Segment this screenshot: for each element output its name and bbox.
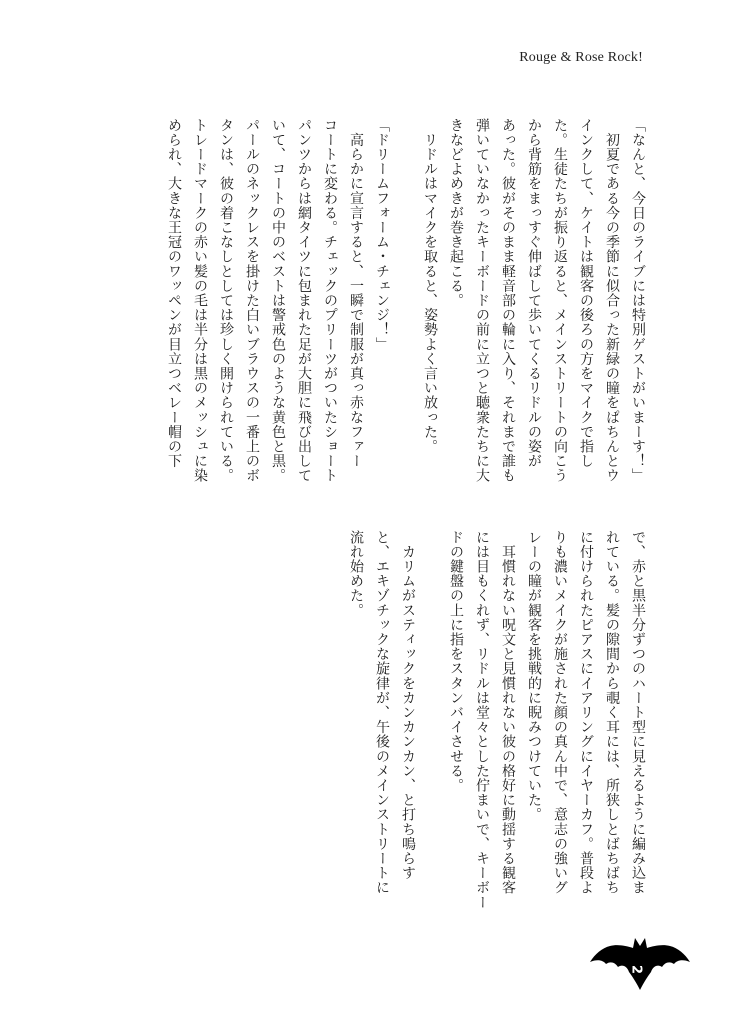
- running-header: Rouge & Rose Rock!: [519, 50, 643, 65]
- paragraph: 「ドリームフォーム・チェンジ！」: [374, 118, 390, 352]
- paragraph: 高らかに宣言すると、一瞬で制服が真っ赤なファー コートに変わる。チェックのプリーツがついたショート パンツからは網タイツに包まれた足が大胆に飛び出して いて、コートの中のベストは警戒色のような黄色と黒。 パールのネックレスを掛けた白いブラウスの一番上のボ タンは、彼の着こなしとしては珍しく開けられている。 トレードマークの赤い髪の毛は半分は黒のメッシュに染 められ、大きな王冠のワッペンが目立つベレー帽の下: [166, 118, 364, 483]
- paragraph: 「なんと、今日のライブには特別ゲストがいまーす！」: [630, 118, 646, 483]
- upper-text-block: [51, 118, 651, 506]
- page-number: 2: [628, 964, 644, 975]
- paragraph: で、赤と黒半分ずつのハート型に見えるように編み込ま れている。髪の隙間から覗く耳には、所狭しとばちばち に付けられたピアスにイアリングにイヤーカフ。普段よ りも濃いメイクが施された顔の真ん中で、意志の強いグ レーの瞳が観客を挑戦的に睨みつけていた。: [526, 530, 646, 895]
- paragraph: 初夏である今の季節に似合った新緑の瞳をぱちんとウ インクして、ケイトは観客の後ろの方をマイクで指し た。生徒たちが振り返ると、メインストリートの向こう から背筋をまっすぐ伸ばして歩いてくるリドルの姿が あった。彼がそのまま軽音部の輪に入り、それまで誰も 弾いていなかったキーボードの前に立つと聴衆たちに大 きなどよめきが巻き起こる。: [448, 118, 620, 483]
- paragraph: 耳慣れない呪文と見慣れない彼の格好に動揺する観客 には目もくれず、リドルは堂々とした佇まいで、キーボー ドの鍵盤の上に指をスタンバイさせる。: [448, 530, 516, 910]
- paragraph: リドルはマイクを取ると、姿勢よく言い放った。: [422, 118, 438, 454]
- lower-text-block: [311, 530, 651, 940]
- paragraph: カリムがスティックをカンカンカン、と打ち鳴らす と、エキゾチックな旋律が、午後のメインストリートに 流れ始めた。: [348, 530, 416, 895]
